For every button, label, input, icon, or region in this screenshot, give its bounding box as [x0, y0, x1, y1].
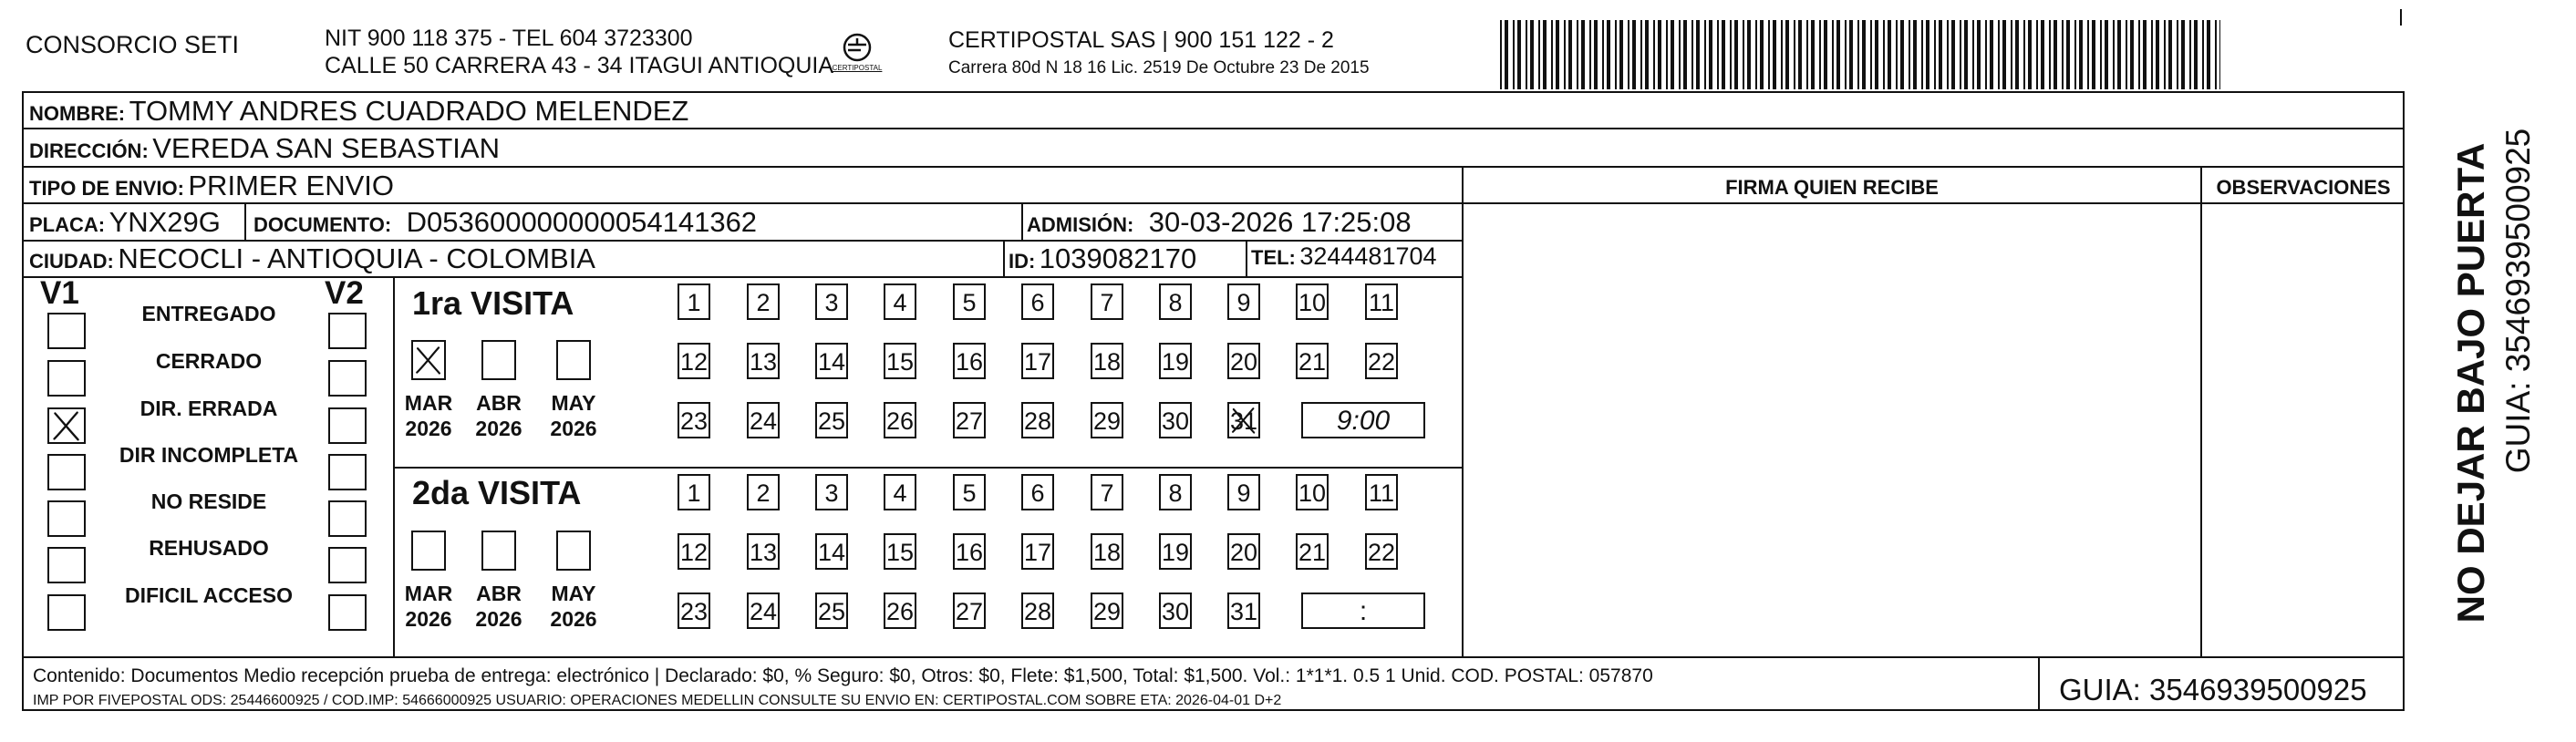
v2-checkbox [328, 547, 367, 583]
barcode-bar [1977, 20, 1981, 89]
nombre-label: NOMBRE: [29, 102, 126, 125]
day-box: 20 [1227, 343, 1260, 379]
day-box: 10 [1296, 283, 1329, 320]
barcode-bar [1722, 20, 1725, 89]
day-box: 14 [815, 533, 848, 570]
barcode-bar [1632, 20, 1636, 89]
barcode-bar [1794, 20, 1795, 89]
barcode-bar [2015, 20, 2019, 89]
barcode-bar [1913, 20, 1917, 89]
day-box: 16 [953, 533, 986, 570]
barcode-bar [1530, 20, 1534, 89]
barcode-bar [1849, 20, 1853, 89]
cause-label: DIFICIL ACCESO [124, 583, 293, 607]
barcode-bar [1998, 20, 2000, 89]
barcode-bar [1517, 20, 1521, 89]
barcode-bar [2079, 20, 2083, 89]
barcode-bar [1755, 20, 1757, 89]
company-name: CONSORCIO SETI [26, 31, 240, 58]
month-label [399, 390, 458, 441]
col-divider [393, 276, 395, 656]
barcode-bar [1683, 20, 1687, 89]
barcode-bar [2130, 20, 2134, 89]
barcode-bar [2207, 20, 2210, 89]
day-box: 1 [678, 474, 710, 510]
handwritten-x-mark [1229, 404, 1258, 437]
day-box: 14 [815, 343, 848, 379]
day-box: 6 [1021, 474, 1054, 510]
cause-label: CERRADO [155, 349, 263, 373]
barcode-bar [1602, 20, 1604, 89]
col-divider [1246, 240, 1247, 276]
observaciones-header: OBSERVACIONES [2216, 176, 2391, 199]
barcode-bar [1658, 20, 1661, 89]
day-box: 15 [884, 533, 916, 570]
day-box: 8 [1159, 283, 1192, 320]
day-box: 17 [1021, 343, 1054, 379]
day-box: 26 [884, 402, 916, 438]
month-label [470, 390, 528, 441]
license-line: Carrera 80d N 18 16 Lic. 2519 De Octubre 23 De 2015 [948, 58, 1370, 77]
time-box: : [1301, 593, 1425, 629]
v1-checkbox [47, 454, 86, 490]
month-checkbox [481, 531, 516, 571]
certipostal-logo-icon [828, 27, 886, 80]
barcode-bar [2105, 20, 2108, 89]
cause-label: DIR. ERRADA [140, 397, 278, 420]
barcode-bar [2066, 20, 2070, 89]
barcode-bar [2011, 20, 2012, 89]
nombre-value: TOMMY ANDRES CUADRADO MELENDEZ [129, 95, 689, 127]
placa-field [29, 206, 221, 239]
barcode-bar [1947, 20, 1949, 89]
day-box: 2 [747, 474, 780, 510]
v1-label: V1 [40, 275, 79, 311]
tel-field [1251, 242, 1437, 271]
day-box: 10 [1296, 474, 1329, 510]
month-checkbox [411, 531, 446, 571]
col-divider [1021, 202, 1023, 240]
barcode-bar [1836, 20, 1840, 89]
day-box: 27 [953, 593, 986, 629]
visit2-title: 2da VISITA [412, 474, 582, 511]
col-divider [1003, 240, 1005, 276]
day-box: 3 [815, 283, 848, 320]
cause-label: DIR INCOMPLETA [119, 443, 299, 467]
barcode-bar [1870, 20, 1872, 89]
barcode-bar [1607, 20, 1610, 89]
certipostal-line: CERTIPOSTAL SAS | 900 151 122 - 2 [948, 27, 1334, 53]
barcode-bar [1666, 20, 1668, 89]
day-box: 21 [1296, 533, 1329, 570]
day-box: 16 [953, 343, 986, 379]
barcode-bar [1773, 20, 1776, 89]
v2-checkbox [328, 500, 367, 537]
barcode-bar [2117, 20, 2121, 89]
day-box: 19 [1159, 533, 1192, 570]
barcode-bar [1909, 20, 1910, 89]
row-divider [22, 276, 1463, 278]
ciudad-field [29, 242, 595, 275]
day-box: 7 [1091, 283, 1123, 320]
direccion-value: VEREDA SAN SEBASTIAN [152, 132, 500, 164]
ciudad-value: NECOCLI - ANTIOQUIA - COLOMBIA [118, 242, 595, 274]
placa-label: PLACA: [29, 213, 106, 236]
barcode-bar [2156, 20, 2159, 89]
barcode-bar [1939, 20, 1942, 89]
day-box: 28 [1021, 593, 1054, 629]
col-divider [244, 202, 246, 240]
barcode-bar [1747, 20, 1751, 89]
col-divider [2200, 166, 2202, 656]
v2-checkbox [328, 594, 367, 631]
barcode-bar [2143, 20, 2147, 89]
month-checkbox [411, 340, 446, 380]
barcode-bar [2219, 20, 2220, 89]
day-box: 31 [1227, 402, 1260, 438]
barcode-bar [1543, 20, 1547, 89]
barcode-bar [2028, 20, 2032, 89]
barcode-bar [2126, 20, 2127, 89]
barcode-bar [2138, 20, 2140, 89]
month-name: MAR [404, 391, 453, 415]
id-value: 1039082170 [1039, 242, 1197, 274]
row-divider [22, 128, 2405, 129]
barcode-bar [1568, 20, 1572, 89]
barcode-bar [2002, 20, 2006, 89]
barcode-bar [2215, 20, 2217, 89]
barcode-bar [1653, 20, 1655, 89]
imp-line: IMP POR FIVEPOSTAL ODS: 25446600925 / COD.IMP: 54666000925 USUARIO: OPERACIONES MEDELLIN CONSULTE SU ENVIO EN: CERTIPOSTAL.COM SOBRE ETA: 2026-04-01 D+2 [33, 693, 1282, 708]
day-box: 8 [1159, 474, 1192, 510]
admision-label: ADMISIÓN: [1027, 213, 1134, 236]
barcode-bar [1862, 20, 1866, 89]
v2-checkbox [328, 454, 367, 490]
day-box: 22 [1365, 533, 1398, 570]
month-year: 2026 [475, 417, 522, 440]
barcode-bar [1734, 20, 1738, 89]
day-box: 29 [1091, 593, 1123, 629]
barcode-bar [1589, 20, 1591, 89]
day-box: 25 [815, 402, 848, 438]
barcode-bar [2087, 20, 2089, 89]
day-box: 30 [1159, 402, 1192, 438]
barcode-bar [1577, 20, 1578, 89]
v1-checkbox [47, 313, 86, 349]
cause-label: NO RESIDE [150, 490, 267, 513]
barcode-bar [1845, 20, 1847, 89]
day-box: 21 [1296, 343, 1329, 379]
barcode-bar [1645, 20, 1649, 89]
barcode-bar [2168, 20, 2172, 89]
day-box: 3 [815, 474, 848, 510]
day-box: 13 [747, 533, 780, 570]
barcode-bar [1640, 20, 1642, 89]
barcode-bar [1594, 20, 1598, 89]
barcode-bar [1671, 20, 1674, 89]
month-name: MAY [551, 582, 596, 605]
day-box: 5 [953, 283, 986, 320]
barcode-bar [1972, 20, 1974, 89]
barcode-bar [1934, 20, 1936, 89]
barcode-bar [2049, 20, 2051, 89]
v1-checkbox [47, 500, 86, 537]
barcode-bar [1717, 20, 1719, 89]
month-name: MAR [404, 582, 453, 605]
cause-label: REHUSADO [149, 536, 269, 560]
day-box: 18 [1091, 343, 1123, 379]
day-box: 20 [1227, 533, 1260, 570]
month-name: ABR [476, 582, 522, 605]
barcode-bar [2177, 20, 2178, 89]
tel-label: TEL: [1251, 246, 1296, 269]
day-box: 19 [1159, 343, 1192, 379]
barcode-bar [1513, 20, 1515, 89]
barcode-bar [1990, 20, 1993, 89]
day-box: 7 [1091, 474, 1123, 510]
logo-text: CERTIPOSTAL [832, 64, 883, 72]
v1-checkbox [47, 547, 86, 583]
day-box: 4 [884, 474, 916, 510]
barcode-bar [2164, 20, 2166, 89]
barcode-bar [1743, 20, 1744, 89]
month-checkbox [481, 340, 516, 380]
barcode-bar [1888, 20, 1891, 89]
barcode-bar [1960, 20, 1961, 89]
barcode-bar [2062, 20, 2064, 89]
barcode-bar [1785, 20, 1789, 89]
address-line: CALLE 50 CARRERA 43 - 34 ITAGUI ANTIOQUIA [325, 53, 834, 78]
barcode-bar [2181, 20, 2185, 89]
barcode-bar [2036, 20, 2038, 89]
month-year: 2026 [405, 417, 452, 440]
barcode-bar [1760, 20, 1764, 89]
barcode-bar [2202, 20, 2204, 89]
barcode-bar [1696, 20, 1700, 89]
barcode-bar [1628, 20, 1629, 89]
barcode-bar [1538, 20, 1540, 89]
barcode-bar [1798, 20, 1802, 89]
barcode-bar [2054, 20, 2057, 89]
day-box: 11 [1365, 474, 1398, 510]
barcode-bar [1730, 20, 1732, 89]
col-divider [2038, 656, 2040, 711]
day-box: 24 [747, 402, 780, 438]
footer-guia: GUIA: 3546939500925 [2059, 673, 2367, 706]
ciudad-label: CIUDAD: [29, 250, 114, 273]
month-year: 2026 [550, 607, 597, 631]
day-box: 9 [1227, 283, 1260, 320]
day-box: 12 [678, 343, 710, 379]
barcode-bar [1832, 20, 1834, 89]
direccion-field [29, 132, 500, 165]
barcode-bar [1556, 20, 1559, 89]
barcode-bar [1704, 20, 1706, 89]
month-name: MAY [551, 391, 596, 415]
day-box: 22 [1365, 343, 1398, 379]
documento-label: DOCUMENTO: [253, 213, 392, 236]
handwritten-x-mark [49, 409, 84, 442]
barcode-bar [1581, 20, 1585, 89]
barcode-bar [1964, 20, 1968, 89]
barcode-bar [1526, 20, 1527, 89]
month-checkbox [556, 531, 591, 571]
v2-checkbox [328, 360, 367, 397]
day-box: 25 [815, 593, 848, 629]
barcode-bar [1619, 20, 1623, 89]
day-box: 29 [1091, 402, 1123, 438]
barcode-bar [1811, 20, 1815, 89]
visit-divider [393, 467, 1462, 469]
id-label: ID: [1009, 250, 1036, 273]
day-box: 28 [1021, 402, 1054, 438]
month-year: 2026 [475, 607, 522, 631]
contenido-line: Contenido: Documentos Medio recepción prueba de entrega: electrónico | Declarado: $0, % Seguro: $0, Otros: $0, Flete: $1,500, Total: $1,500. Vol.: 1*1*1. 0.5 1 Unid. COD. POSTAL: 057870 [33, 665, 1653, 686]
day-box: 4 [884, 283, 916, 320]
day-box: 23 [678, 402, 710, 438]
tipo-envio-label: TIPO DE ENVIO: [29, 177, 184, 200]
month-label [544, 581, 603, 632]
month-label [470, 581, 528, 632]
day-box: 2 [747, 283, 780, 320]
barcode-bar [1900, 20, 1904, 89]
barcode-bar [2113, 20, 2115, 89]
documento-value: D053600000000054141362 [406, 206, 758, 238]
tel-value: 3244481704 [1299, 242, 1437, 270]
day-box: 26 [884, 593, 916, 629]
barcode-bar [1615, 20, 1617, 89]
certipostal-logo [828, 27, 886, 80]
day-box: 13 [747, 343, 780, 379]
tipo-envio-field [29, 170, 394, 202]
admision-value: 30-03-2026 17:25:08 [1148, 206, 1412, 238]
id-field [1009, 242, 1196, 275]
barcode-bar [1951, 20, 1955, 89]
day-box: 24 [747, 593, 780, 629]
day-box: 9 [1227, 474, 1260, 510]
barcode-bar [1806, 20, 1808, 89]
v2-checkbox [328, 407, 367, 444]
barcode-bar [1709, 20, 1712, 89]
barcode [1500, 20, 2225, 89]
barcode-bar [2023, 20, 2025, 89]
day-mark [1229, 404, 1258, 437]
barcode-bar [1926, 20, 1929, 89]
barcode-bar [1691, 20, 1693, 89]
nit-line: NIT 900 118 375 - TEL 604 3723300 [325, 26, 693, 51]
barcode-bar [1768, 20, 1770, 89]
day-box: 23 [678, 593, 710, 629]
barcode-bar [1875, 20, 1878, 89]
day-box: 11 [1365, 283, 1398, 320]
month-label [399, 581, 458, 632]
admision-field [1027, 206, 1412, 239]
row-divider [22, 166, 2405, 168]
v1-checkbox [47, 407, 86, 444]
day-box: 6 [1021, 283, 1054, 320]
time-box: 9:00 [1301, 402, 1425, 438]
footer-divider [22, 656, 2405, 658]
day-box: 12 [678, 533, 710, 570]
barcode-bar [2041, 20, 2044, 89]
day-box: 5 [953, 474, 986, 510]
v1-checkbox [47, 360, 86, 397]
barcode-bar [1921, 20, 1923, 89]
documento-field [253, 206, 757, 239]
barcode-bar [1500, 20, 1502, 89]
month-year: 2026 [550, 417, 597, 440]
handwritten-x-mark [413, 342, 444, 378]
v2-checkbox [328, 313, 367, 349]
visit1-title: 1ra VISITA [412, 284, 574, 322]
tipo-envio-value: PRIMER ENVIO [188, 170, 395, 201]
barcode-bar [1781, 20, 1783, 89]
barcode-bar [2074, 20, 2076, 89]
v2-label: V2 [325, 275, 364, 311]
day-box: 1 [678, 283, 710, 320]
nombre-field [29, 95, 688, 128]
day-box: 30 [1159, 593, 1192, 629]
day-box: 31 [1227, 593, 1260, 629]
month-year: 2026 [405, 607, 452, 631]
barcode-bar [1551, 20, 1553, 89]
month-checkbox [556, 340, 591, 380]
row-divider [2222, 166, 2405, 168]
barcode-bar [2189, 20, 2191, 89]
barcode-bar [2092, 20, 2095, 89]
barcode-bar [1819, 20, 1821, 89]
placa-value: YNX29G [109, 206, 221, 238]
col-divider [1462, 166, 1464, 656]
day-box: 27 [953, 402, 986, 438]
day-box: 18 [1091, 533, 1123, 570]
side-warning: NO DEJAR BAJO PUERTA [2449, 142, 2492, 623]
v1-checkbox [47, 594, 86, 631]
row-divider [22, 202, 2405, 204]
barcode-bar [2194, 20, 2198, 89]
barcode-bar [2151, 20, 2153, 89]
cause-label: ENTREGADO [141, 302, 276, 325]
direccion-label: DIRECCIÓN: [29, 139, 149, 162]
side-guia: GUIA: 3546939500925 [2499, 128, 2537, 474]
barcode-bar [1564, 20, 1566, 89]
barcode-bar [1824, 20, 1827, 89]
day-box: 17 [1021, 533, 1054, 570]
month-name: ABR [476, 391, 522, 415]
barcode-bar [1883, 20, 1885, 89]
corner-mark [2400, 9, 2402, 26]
barcode-bar [1896, 20, 1898, 89]
barcode-bar [1679, 20, 1681, 89]
barcode-bar [1857, 20, 1859, 89]
day-box: 15 [884, 343, 916, 379]
month-label [544, 390, 603, 441]
barcode-bar [2100, 20, 2102, 89]
barcode-bar [1985, 20, 1987, 89]
barcode-bar [1505, 20, 1508, 89]
firma-header: FIRMA QUIEN RECIBE [1725, 176, 1939, 199]
